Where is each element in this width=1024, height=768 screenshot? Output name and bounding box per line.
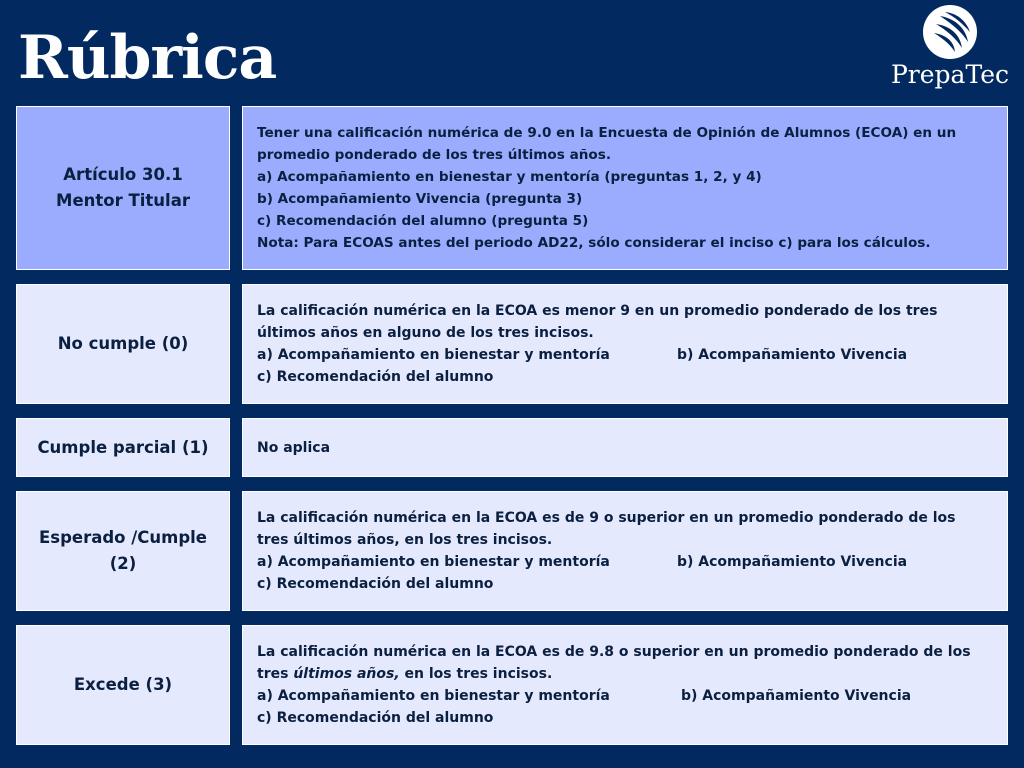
item-a: a) Acompañamiento en bienestar y mentoría bbox=[257, 347, 610, 363]
desc-line: Nota: Para ECOAS antes del periodo AD22, sólo considerar el inciso c) para los cálculos. bbox=[257, 235, 931, 251]
rubric-row-excede bbox=[16, 625, 1008, 745]
row-label bbox=[16, 106, 230, 270]
rubric-row-esperado bbox=[16, 491, 1008, 611]
row-label bbox=[16, 491, 230, 611]
desc-line: La calificación numérica en la ECOA es de 9.8 o superior en un promedio ponderado de los bbox=[257, 644, 971, 660]
item-a: a) Acompañamiento en bienestar y mentoría bbox=[257, 688, 610, 704]
row-label bbox=[16, 625, 230, 745]
desc-line: c) Recomendación del alumno bbox=[257, 710, 494, 726]
desc-line: b) Acompañamiento Vivencia (pregunta 3) bbox=[257, 191, 583, 207]
desc-items bbox=[257, 344, 993, 366]
desc-line: tres últimos años, en los tres incisos. bbox=[257, 532, 553, 548]
row-description bbox=[242, 491, 1008, 611]
row-label bbox=[16, 284, 230, 404]
torch-logo-icon bbox=[922, 4, 978, 60]
text-run: en los tres incisos. bbox=[399, 666, 553, 682]
label-line: Esperado /Cumple bbox=[39, 528, 207, 547]
row-description bbox=[242, 625, 1008, 745]
desc-line bbox=[257, 663, 993, 685]
prepatec-logo bbox=[888, 4, 1012, 96]
logo-text: PrepaTec bbox=[890, 60, 1009, 89]
rubric-row-articulo bbox=[16, 106, 1008, 270]
label-line: Mentor Titular bbox=[56, 191, 190, 210]
row-description bbox=[242, 418, 1008, 477]
desc-line: a) Acompañamiento en bienestar y mentoría (preguntas 1, 2, y 4) bbox=[257, 169, 762, 185]
item-b: b) Acompañamiento Vivencia bbox=[677, 554, 908, 570]
row-description bbox=[242, 106, 1008, 270]
label-line: Excede (3) bbox=[73, 675, 173, 694]
label-line: Cumple parcial (1) bbox=[37, 437, 209, 457]
item-a: a) Acompañamiento en bienestar y mentoría bbox=[257, 554, 610, 570]
desc-line: c) Recomendación del alumno bbox=[257, 369, 494, 385]
row-label bbox=[16, 418, 230, 477]
page-title: Rúbrica bbox=[18, 23, 277, 93]
desc-line: promedio ponderado de los tres últimos años. bbox=[257, 147, 612, 163]
desc-line: No aplica bbox=[257, 439, 331, 456]
desc-line: La calificación numérica en la ECOA es menor 9 en un promedio ponderado de los tres bbox=[257, 303, 938, 319]
item-b: b) Acompañamiento Vivencia bbox=[677, 347, 908, 363]
desc-items bbox=[257, 685, 993, 707]
text-run-italic: últimos años, bbox=[293, 666, 400, 682]
label-line: (2) bbox=[109, 554, 137, 573]
label-line: No cumple (0) bbox=[57, 334, 189, 353]
rubric-row-cumple-parcial bbox=[16, 418, 1008, 477]
desc-line: La calificación numérica en la ECOA es de 9 o superior en un promedio ponderado de los bbox=[257, 510, 956, 526]
rubric-row-no-cumple bbox=[16, 284, 1008, 404]
row-description bbox=[242, 284, 1008, 404]
desc-line: Tener una calificación numérica de 9.0 en la Encuesta de Opinión de Alumnos (ECOA) en un bbox=[257, 125, 957, 141]
desc-items bbox=[257, 551, 993, 573]
desc-line: c) Recomendación del alumno bbox=[257, 576, 494, 592]
item-b: b) Acompañamiento Vivencia bbox=[681, 688, 912, 704]
desc-line: c) Recomendación del alumno (pregunta 5) bbox=[257, 213, 589, 229]
text-run: tres bbox=[257, 666, 294, 682]
label-line: Artículo 30.1 bbox=[63, 165, 183, 184]
desc-line: últimos años en alguno de los tres incisos. bbox=[257, 325, 594, 341]
